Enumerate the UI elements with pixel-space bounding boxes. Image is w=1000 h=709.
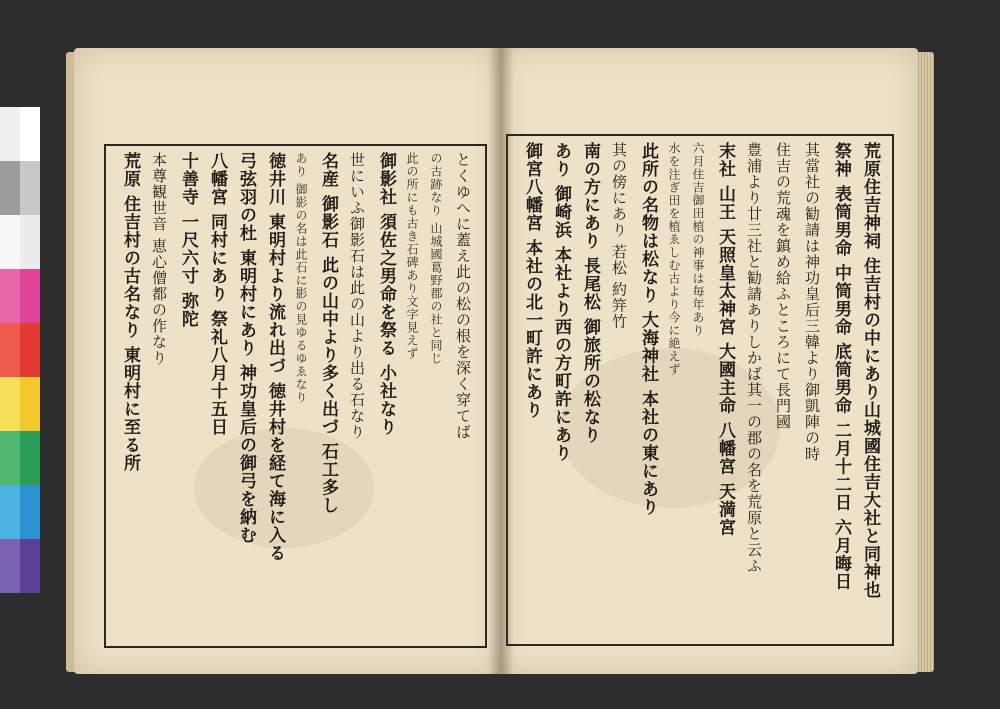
text-column: 徳井川 東明村より流れ出づ 徳井村を経て海に入る — [265, 152, 285, 562]
text-column: 其の傍にあり 若松 約笄竹 — [610, 142, 628, 330]
color-patch — [0, 377, 20, 431]
text-column: の古跡なり 山城國葛野郡の社と同じ — [429, 152, 443, 365]
book-gutter — [488, 48, 514, 674]
text-column: 其當社の勧請は神功皇后三韓より御凱陣の時 — [803, 142, 821, 462]
color-patch — [0, 323, 20, 377]
left-page-text — [114, 152, 477, 640]
color-patch — [0, 431, 20, 485]
text-column: とくゆへに蓋え此の松の根を深く穿てば — [454, 152, 472, 440]
text-column — [114, 152, 115, 640]
text-column: 此所の名物は松なり 大海神社 本社の東にあり — [638, 142, 658, 516]
text-column: 荒原住吉神祠 住吉村の中にあり山城國住吉大社と同神也 — [860, 142, 880, 599]
color-calibration-chart — [0, 107, 40, 595]
text-column: 豊浦より廿三社と勧請ありしかば其一の郡の名を荒原と云ふ — [745, 142, 763, 574]
open-book — [74, 48, 932, 674]
left-page — [74, 48, 500, 674]
color-patch — [20, 269, 40, 323]
text-column: 住吉の荒魂を鎮め給ふところにて長門國 — [774, 142, 792, 430]
text-column: 世にいふ御影石は此の山より出る石なり — [348, 152, 366, 440]
color-patch — [20, 431, 40, 485]
text-column: 六月住吉御田植の神事は毎年あり — [691, 142, 705, 337]
text-column: 名産 御影石 此の山中より多く出づ 石工多し — [318, 152, 338, 515]
text-column — [516, 142, 517, 638]
right-page-text — [516, 142, 884, 638]
color-patch — [20, 215, 40, 269]
text-column: 末社 山王 天照皇太神宮 大國主命 八幡宮 天満宮 — [715, 142, 735, 537]
color-patch — [20, 539, 40, 593]
color-patch — [20, 377, 40, 431]
text-column: 南の方にあり 長尾松 御旅所の松なり — [580, 142, 600, 444]
text-column: 本尊観世音 恵心僧都の作なり — [150, 152, 168, 366]
left-text-frame — [104, 144, 487, 648]
color-patch — [0, 485, 20, 539]
color-patch — [0, 539, 20, 593]
text-column: 御影社 須佐之男命を祭る 小社なり — [376, 152, 396, 436]
color-patch — [20, 107, 40, 161]
color-patch — [0, 215, 20, 269]
text-column: 十善寺 一尺六寸 弥陀 — [178, 152, 198, 328]
text-column: 御宮八幡宮 本社の北一町許にあり — [522, 142, 542, 419]
right-text-frame — [506, 134, 894, 646]
color-patch — [0, 161, 20, 215]
text-column: 八幡宮 同村にあり 祭礼八月十五日 — [207, 152, 227, 436]
text-column: あり 御影の名は此石に影の見ゆるゆゑなり — [294, 152, 308, 404]
color-patch — [20, 161, 40, 215]
text-column: 水を注ぎ田を植ゑしむ古より今に絶えず — [667, 142, 681, 376]
text-column: 此の所にも古き石碑あり文字見えず — [405, 152, 419, 360]
text-column: 弓弦羽の杜 東明村にあり 神功皇后の御弓を納む — [236, 152, 256, 544]
text-column: あり 御崎浜 本社より西の方町許にあり — [551, 142, 571, 462]
text-column: 祭神 表筒男命 中筒男命 底筒男命 二月十二日 六月晦日 — [831, 142, 851, 591]
color-patch — [0, 269, 20, 323]
color-patch — [20, 485, 40, 539]
color-patch — [0, 107, 20, 161]
text-column: 荒原 住吉村の古名なり 東明村に至る所 — [120, 152, 140, 472]
book-edge-right — [916, 52, 934, 672]
color-patch — [20, 323, 40, 377]
